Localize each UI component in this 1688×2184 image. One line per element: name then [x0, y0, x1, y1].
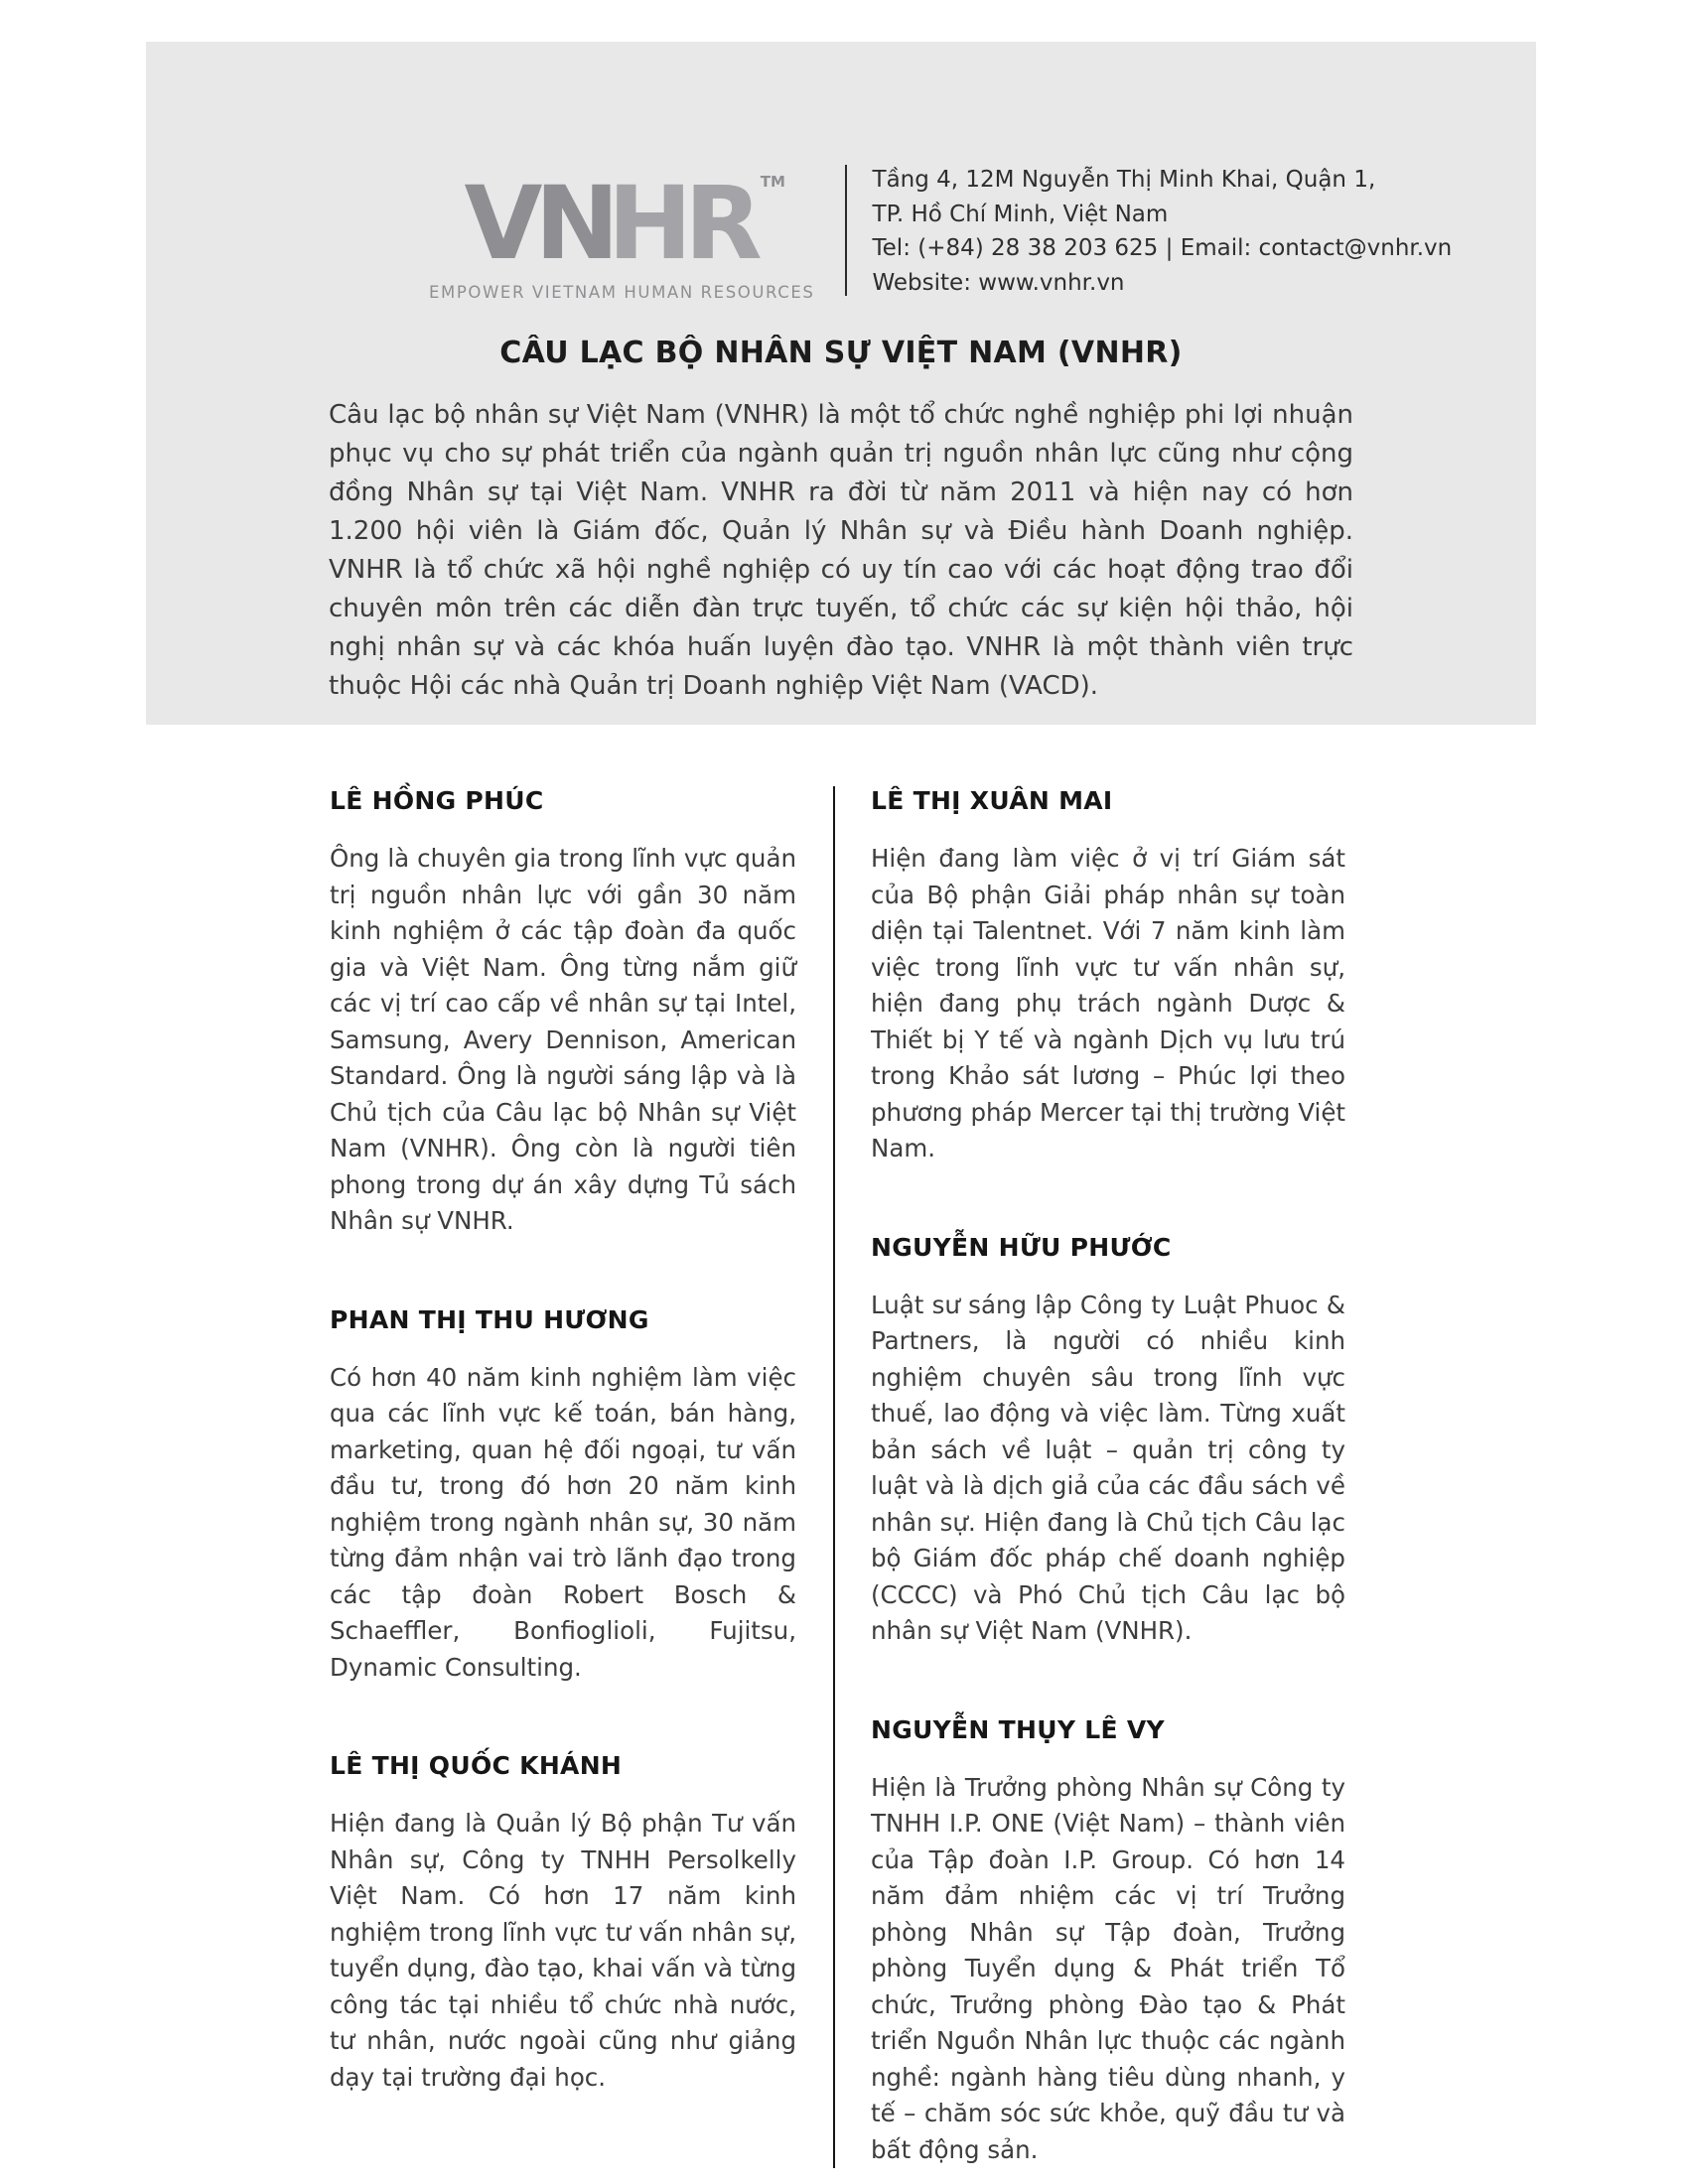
contact-address-line2: TP. Hồ Chí Minh, Việt Nam	[872, 201, 1169, 227]
bio-phan-thi-thu-huong	[330, 1305, 796, 1687]
bios-section	[330, 786, 1345, 2168]
logo-tagline: EMPOWER VIETNAM HUMAN RESOURCES	[429, 282, 815, 302]
bio-heading: NGUYỄN THỤY LÊ VY	[871, 1714, 1165, 1744]
contact-tel-email: Tel: (+84) 28 38 203 625 | Email: contact@vnhr.vn	[872, 235, 1453, 261]
bio-text: Hiện đang làm việc ở vị trí Giám sát của Bộ phận Giải pháp nhân sự toàn diện tại Talentnet. Với 7 năm kinh làm việc trong lĩnh vực tư vấn nhân sự, hiện đang phụ trách ngành Dược & Thiết bị Y tế và ngành Dịch vụ lưu trú trong Khảo sát lương – Phúc lợi theo phương pháp Mercer tại thị trường Việt Nam.	[871, 844, 1345, 1162]
intro-paragraph: Câu lạc bộ nhân sự Việt Nam (VNHR) là một tổ chức nghề nghiệp phi lợi nhuận phục vụ cho sự phát triển của ngành quản trị nguồn nhân lực cũng như cộng đồng Nhân sự tại Việt Nam. VNHR ra đời từ năm 2011 và hiện nay có hơn 1.200 hội viên là Giám đốc, Quản lý Nhân sự và Điều hành Doanh nghiệp. VNHR là tổ chức xã hội nghề nghiệp có uy tín cao với các hoạt động trao đổi chuyên môn trên các diễn đàn trực tuyến, tổ chức các sự kiện hội thảo, hội nghị nhân sự và các khóa huấn luyện đào tạo. VNHR là một thành viên trực thuộc Hội các nhà Quản trị Doanh nghiệp Việt Nam (VACD).	[329, 399, 1353, 701]
bio-heading: PHAN THỊ THU HƯƠNG	[330, 1304, 649, 1334]
vnhr-logo	[429, 161, 815, 302]
logo-text-hr: HR	[607, 165, 755, 283]
contact-website: Website: www.vnhr.vn	[872, 269, 1125, 296]
bio-text: Luật sư sáng lập Công ty Luật Phuoc & Partners, là người có nhiều kinh nghiệm chuyên sâu trong lĩnh vực thuế, lao động và việc làm. Từng xuất bản sách về luật – quản trị công ty luật và là dịch giả của các đầu sách về nhân sự. Hiện đang là Chủ tịch Câu lạc bộ Giám đốc pháp chế doanh nghiệp (CCCC) và Phó Chủ tịch Câu lạc bộ nhân sự Việt Nam (VNHR).	[871, 1290, 1345, 1645]
bio-heading: LÊ THỊ XUÂN MAI	[871, 786, 1113, 815]
bio-le-thi-quoc-khanh	[330, 1751, 796, 2096]
bio-le-thi-xuan-mai	[871, 786, 1345, 1167]
bios-left-column	[330, 786, 796, 2168]
bio-heading: NGUYỄN HỮU PHƯỚC	[871, 1232, 1172, 1262]
bios-right-column	[871, 786, 1345, 2168]
bio-text: Hiện đang là Quản lý Bộ phận Tư vấn Nhân sự, Công ty TNHH Persolkelly Việt Nam. Có hơn 17 năm kinh nghiệm trong lĩnh vực tư vấn nhân sự, tuyển dụng, đào tạo, khai vấn và từng công tác tại nhiều tổ chức nhà nước, tư nhân, nước ngoài cũng như giảng dạy tại trường đại học.	[330, 1809, 796, 2092]
bio-text: Hiện là Trưởng phòng Nhân sự Công ty TNHH I.P. ONE (Việt Nam) – thành viên của Tập đoàn I.P. Group. Có hơn 14 năm đảm nhiệm các vị trí Trưởng phòng Nhân sự Tập đoàn, Trưởng phòng Tuyển dụng & Phát triển Tổ chức, Trưởng phòng Đào tạo & Phát triển Nguồn Nhân lực thuộc các ngành nghề: ngành hàng tiêu dùng nhanh, y tế – chăm sóc sức khỏe, quỹ đầu tư và bất động sản.	[871, 1772, 1345, 2164]
contact-block	[873, 161, 1453, 302]
bio-text: Ông là chuyên gia trong lĩnh vực quản trị nguồn nhân lực với gần 30 năm kinh nghiệm ở các tập đoàn đa quốc gia và Việt Nam. Ông từng nắm giữ các vị trí cao cấp về nhân sự tại Intel, Samsung, Avery Dennison, American Standard. Ông là người sáng lập và là Chủ tịch của Câu lạc bộ Nhân sự Việt Nam (VNHR). Ông còn là người tiên phong trong dự án xây dựng Tủ sách Nhân sự VNHR.	[330, 844, 796, 1235]
bio-le-hong-phuc	[330, 786, 796, 1240]
bio-text: Có hơn 40 năm kinh nghiệm làm việc qua các lĩnh vực kế toán, bán hàng, marketing, quan hệ đối ngoại, tư vấn đầu tư, trong đó hơn 20 năm kinh nghiệm trong ngành nhân sự, 30 năm từng đảm nhận vai trò lãnh đạo trong các tập đoàn Robert Bosch & Schaeffler, Bonfioglioli, Fujitsu, Dynamic Consulting.	[330, 1362, 796, 1682]
bio-nguyen-thuy-le-vy	[871, 1715, 1345, 2169]
logo-text-vn: VN	[464, 165, 612, 283]
trademark-symbol: TM	[760, 173, 785, 191]
letterhead-divider	[845, 165, 847, 296]
letterhead	[429, 161, 1536, 302]
bio-heading: LÊ THỊ QUỐC KHÁNH	[330, 1751, 623, 1780]
page-title: CÂU LẠC BỘ NHÂN SỰ VIỆT NAM (VNHR)	[499, 335, 1183, 370]
contact-address-line1: Tầng 4, 12M Nguyễn Thị Minh Khai, Quận 1,	[872, 167, 1376, 193]
bio-heading: LÊ HỒNG PHÚC	[330, 786, 544, 815]
bio-nguyen-huu-phuoc	[871, 1233, 1345, 1650]
column-divider	[833, 786, 835, 2168]
vnhr-logo-wordmark	[464, 165, 785, 283]
intro-panel	[146, 42, 1536, 725]
